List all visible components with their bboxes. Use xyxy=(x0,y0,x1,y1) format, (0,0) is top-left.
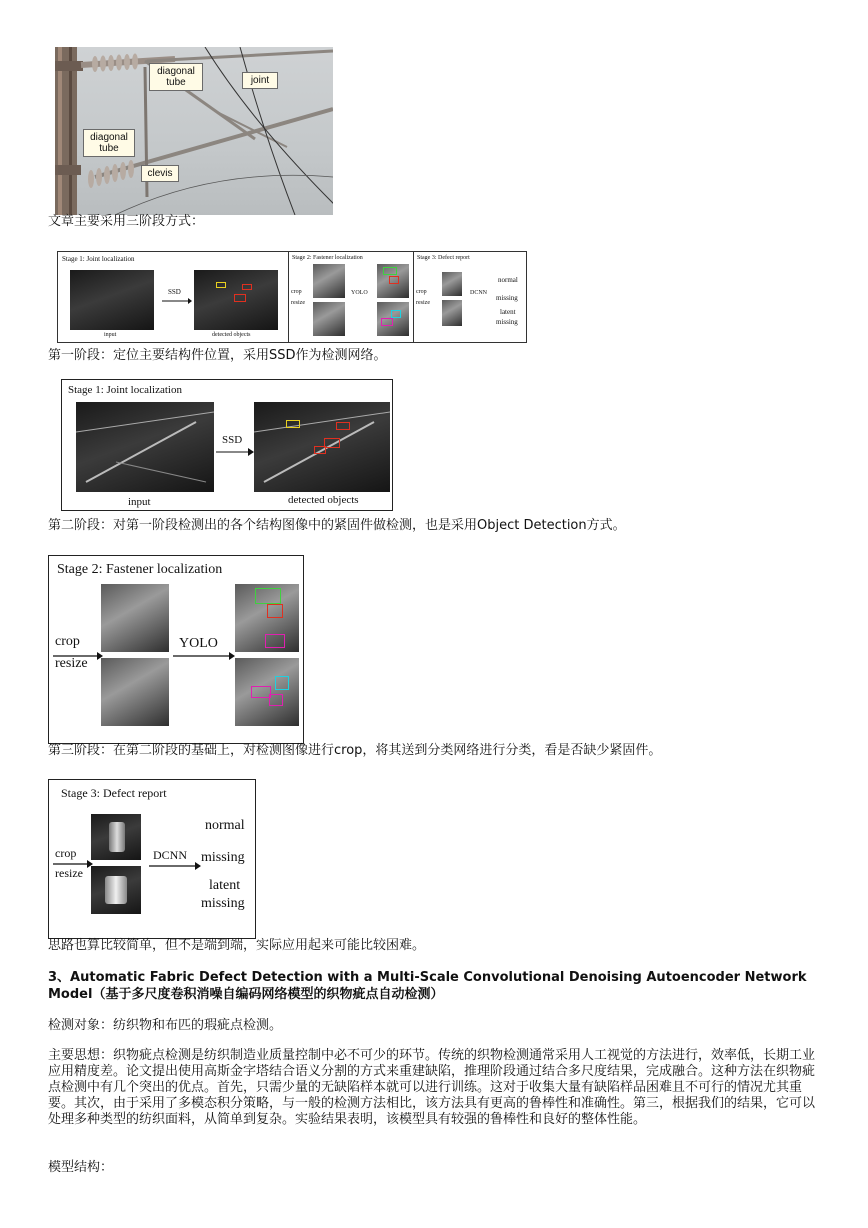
pipeline-stage2-input-bottom xyxy=(313,302,345,336)
pipeline-stage2-panel xyxy=(288,251,414,343)
stage3-normal: normal xyxy=(205,818,245,833)
pipeline-stage3-input-bottom xyxy=(442,300,462,326)
stage2-input-top xyxy=(101,584,169,652)
diagonal-tube-label-left: diagonal tube xyxy=(83,129,135,157)
stage3-title: Stage 3: Defect report xyxy=(61,786,167,800)
stage3-figure xyxy=(48,779,256,939)
pipeline-stage1-panel xyxy=(57,251,289,343)
pipeline-stage2-output-top xyxy=(377,264,409,298)
stage2-resize: resize xyxy=(55,656,88,671)
stage3-latent: latent xyxy=(209,878,241,893)
stage2-input-bottom xyxy=(101,658,169,726)
pipeline-stage2-arrow-label: YOLO xyxy=(351,290,368,296)
clevis-label: clevis xyxy=(141,165,179,182)
pipeline-stage1-output-image xyxy=(194,270,278,330)
pipeline-stage1-input-image xyxy=(70,270,154,330)
stage3-resize: resize xyxy=(55,866,83,880)
section3-model-structure: 模型结构： xyxy=(48,1160,114,1175)
stage2-output-bottom xyxy=(235,658,299,726)
pipeline-stage3-title: Stage 3: Defect report xyxy=(417,255,470,261)
pipeline-stage1-arrow-label: SSD xyxy=(168,288,181,296)
section3-target: 检测对象：纺织物和布匹的瑕疵点检测。 xyxy=(48,1018,283,1033)
stage1-input-label: input xyxy=(128,496,151,508)
pipeline-stage2-crop: crop xyxy=(291,289,302,295)
pipeline-stage1-input-label: input xyxy=(104,332,117,338)
pipeline-stage1-output-label: detected objects xyxy=(212,332,251,338)
pipeline-stage1-title: Stage 1: Joint localization xyxy=(62,255,135,263)
intro-line: 文章主要采用三阶段方式： xyxy=(48,214,205,229)
stage1-output-label: detected objects xyxy=(288,494,359,506)
diagonal-tube-label-top: diagonal tube xyxy=(149,63,203,91)
pipeline-stage3-resize: resize xyxy=(416,300,430,306)
stage3-latent-missing: missing xyxy=(201,896,245,911)
stage3-description: 第三阶段：在第二阶段的基础上，对检测图像进行crop，将其送到分类网络进行分类，看是否缺少紧固件。 xyxy=(48,743,662,758)
catenary-photo xyxy=(55,47,333,215)
stage1-arrow xyxy=(216,448,254,456)
pipeline-stage2-resize: resize xyxy=(291,300,305,306)
stage2-arrow xyxy=(173,652,235,660)
stage1-input-image xyxy=(76,402,214,492)
stage3-input-bottom xyxy=(91,866,141,914)
stage2-figure xyxy=(48,555,304,744)
stage3-input-top xyxy=(91,814,141,860)
summary-line: 思路也算比较简单，但不是端到端，实际应用起来可能比较困难。 xyxy=(48,938,426,953)
pipeline-stage2-output-bottom xyxy=(377,302,409,336)
pipeline-stage3-normal: normal xyxy=(498,276,518,284)
stage2-crop: crop xyxy=(55,634,80,649)
section3-heading: 3、Automatic Fabric Defect Detection with a Multi-Scale Convolutional Denoising Autoencoder Network Model（基于多尺度卷积消噪自编码网络模型的织物疵点自动检测） xyxy=(48,970,807,1002)
stage1-title: Stage 1: Joint localization xyxy=(68,384,182,396)
stage1-figure xyxy=(61,379,393,511)
stage2-output-top xyxy=(235,584,299,652)
stage3-crop: crop xyxy=(55,846,77,860)
stage2-description: 第二阶段：对第一阶段检测出的各个结构图像中的紧固件做检测，也是采用Object Detection方式。 xyxy=(48,518,626,533)
pipeline-stage3-crop: crop xyxy=(416,289,427,295)
pipeline-stage3-input-top xyxy=(442,272,462,296)
stage2-arrow-label: YOLO xyxy=(179,636,218,651)
stage2-title: Stage 2: Fastener localization xyxy=(57,562,223,577)
stage1-description: 第一阶段：定位主要结构件位置，采用SSD作为检测网络。 xyxy=(48,348,387,363)
pipeline-stage2-title: Stage 2: Fastener localization xyxy=(292,255,363,261)
pipeline-figure xyxy=(57,251,527,343)
stage1-arrow-label: SSD xyxy=(222,434,243,446)
stage1-output-image xyxy=(254,402,390,492)
stage3-missing: missing xyxy=(201,850,245,865)
pipeline-stage3-latent-missing: missing xyxy=(496,318,518,326)
pipeline-stage3-missing: missing xyxy=(496,294,518,302)
stage3-arrow xyxy=(149,862,201,870)
pipeline-stage3-arrow-label: DCNN xyxy=(470,290,488,296)
pipeline-stage2-input-top xyxy=(313,264,345,298)
section3-main-idea: 主要思想：织物疵点检测是纺织制造业质量控制中必不可少的环节。传统的织物检测通常采用人工视觉的方法进行，效率低，长期工业应用精度差。论文提出使用高斯金字塔结合语义分割的方式来重建缺陷，推理阶段通过结合多尺度结果，完成融合。这种方法在织物疵点检测中有几个突出的优点。首先，只需少量的无缺陷样本就可以进行训练。这对于收集大量有缺陷样品困难且不可行的情况尤其重要。其次，由于采用了多模态积分策略，与一般的检测方法相比，该方法具有更高的鲁棒性和准确性。第三，根据我们的结果，它可以处理多种类型的纺织面料，从简单到复杂。实验结果表明，该模型具有较强的鲁棒性和良好的整体性能。 xyxy=(48,1048,816,1127)
pipeline-stage3-latent: latent xyxy=(500,308,516,316)
pipeline-stage3-panel xyxy=(413,251,527,343)
stage3-arrow-label: DCNN xyxy=(153,848,188,862)
pipeline-stage1-arrow xyxy=(162,298,192,304)
joint-label: joint xyxy=(242,72,278,89)
